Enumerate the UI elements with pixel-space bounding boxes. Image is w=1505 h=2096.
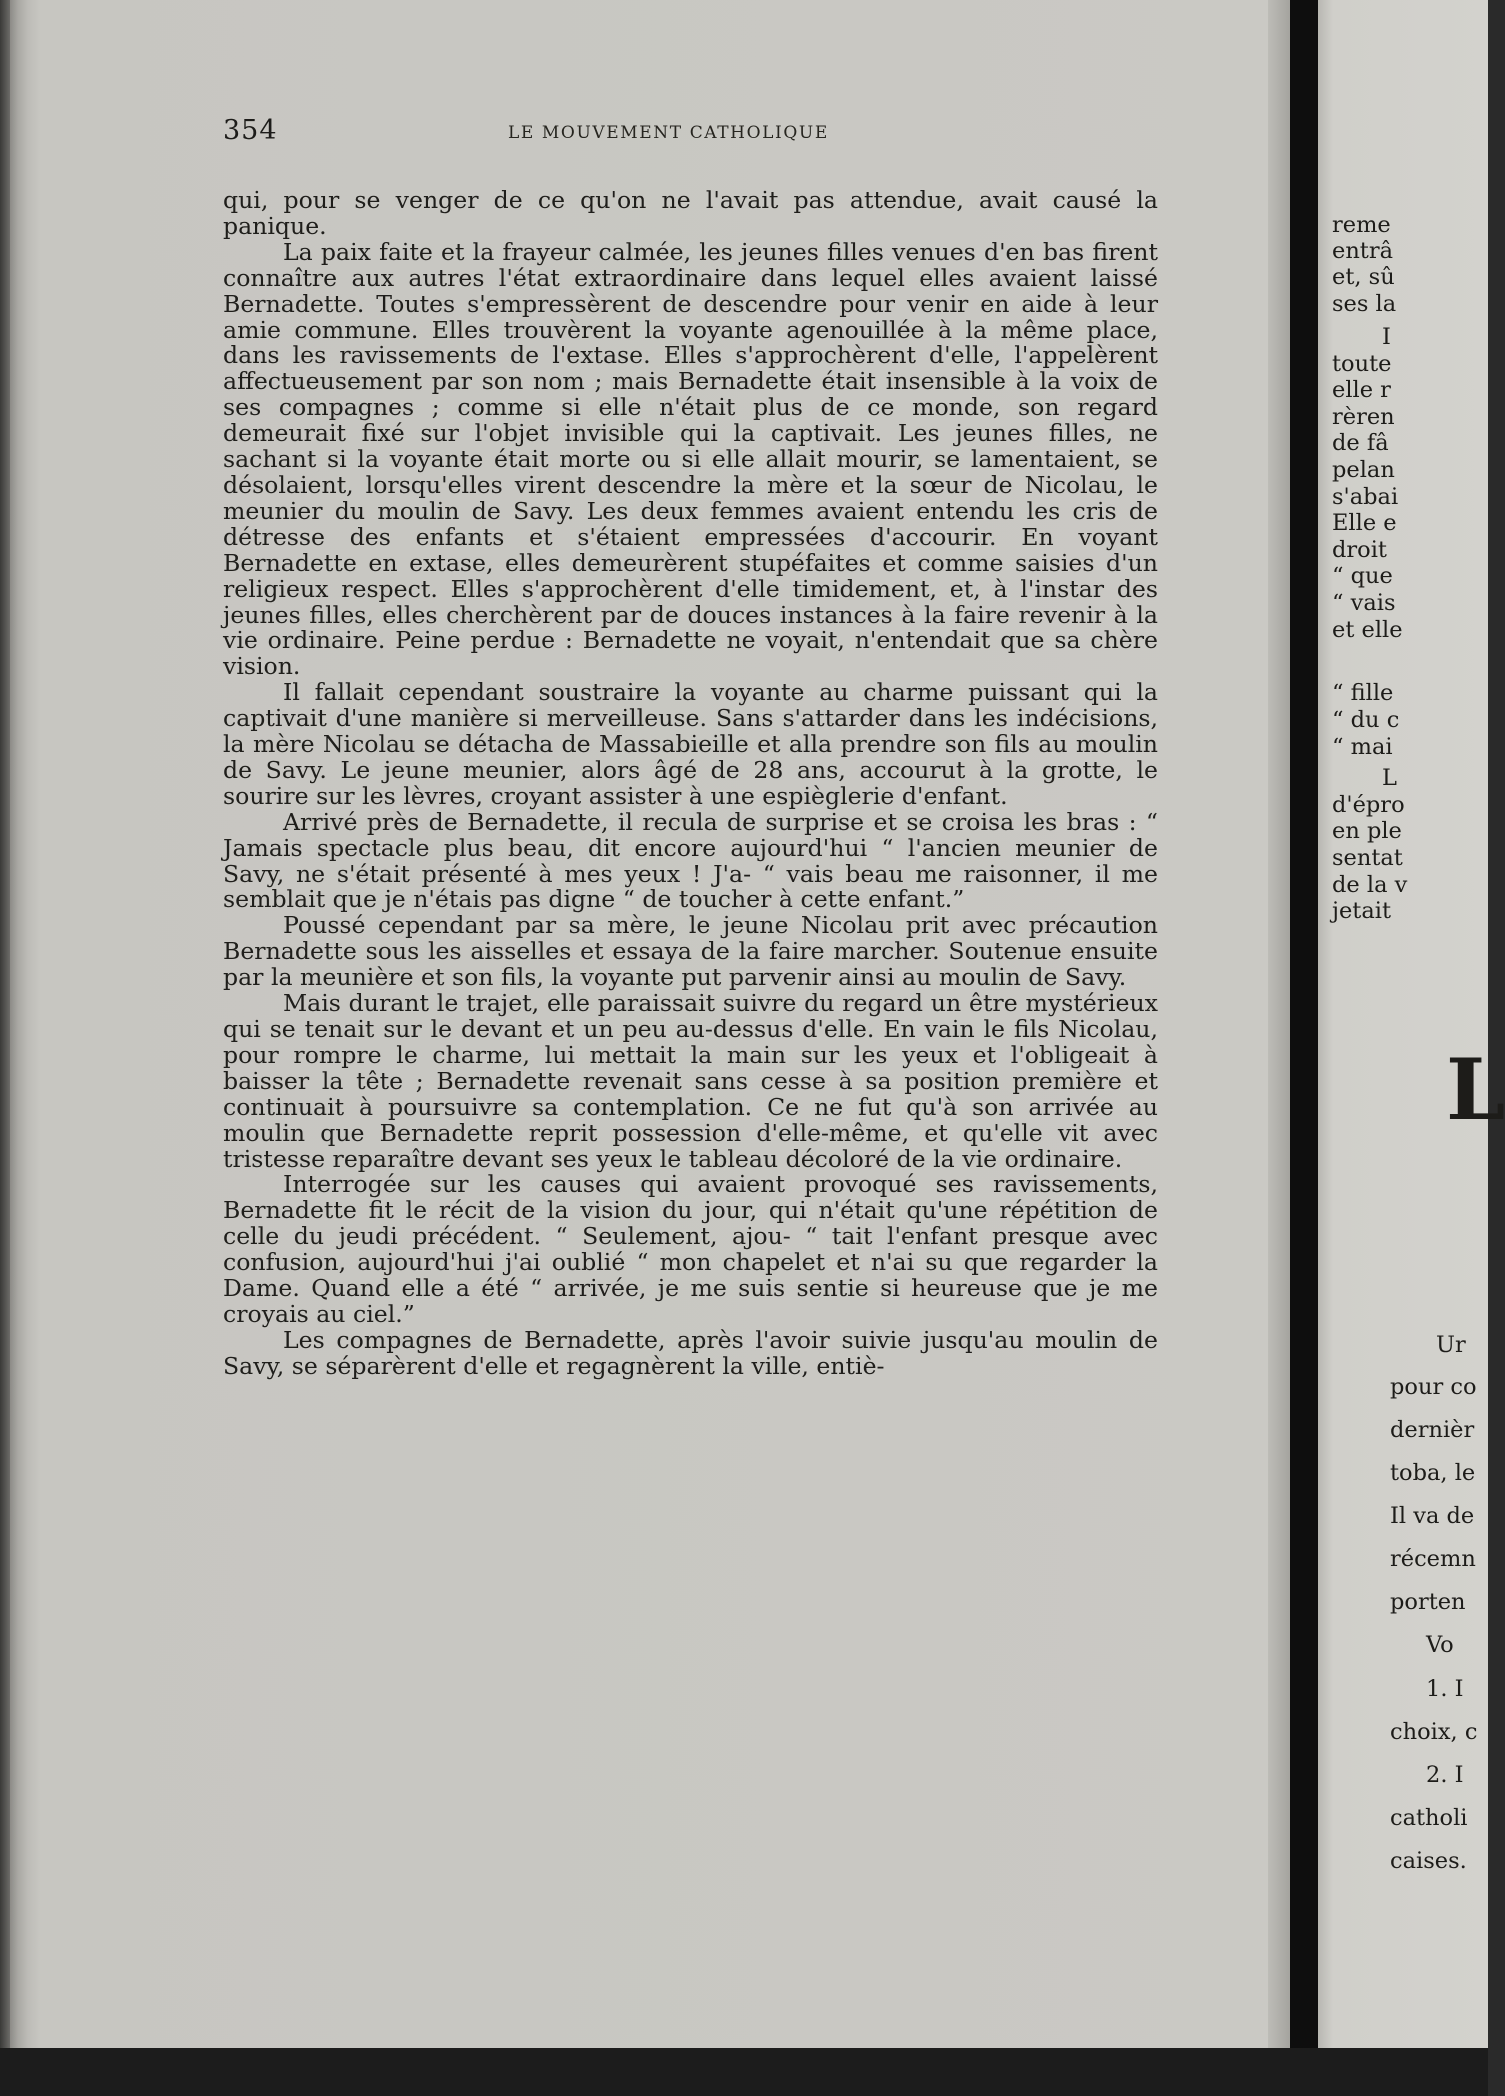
right-page-line: pour co [1390,1374,1477,1400]
paragraph: qui, pour se venger de ce qu'on ne l'avait pas attendue, avait causé la panique. [223,186,1158,240]
right-page-line: pelan [1332,457,1395,483]
right-page-line: Ur [1436,1332,1466,1358]
right-page-line: jetait [1332,898,1391,924]
right-page-line: 2. I [1426,1762,1464,1788]
right-page-line: toba, le [1390,1460,1476,1486]
right-page-line: de la v [1332,872,1408,898]
paragraph: Interrogée sur les causes qui avaient provoqué ses ravissements, Bernadette fit le récit de la vision du jour, qui n'était qu'une répétition de celle du jeudi précédent. “ Seulement, ajou- “ tait l'enfant presque avec confusion, aujourd'hui j'ai oublié “ mon chapelet et n'ai su que regarder la Dame. Quand elle a été “ arrivée, je me suis sentie si heureuse que je me croyais au ciel.” [223,1170,1158,1328]
right-page-line: choix, c [1390,1719,1478,1745]
right-page-line: Il va de [1390,1503,1475,1529]
left-page [18,0,1293,2048]
right-page-line: “ mai [1332,734,1393,760]
book-spine [1290,0,1320,2048]
right-page-line: reme [1332,212,1391,238]
right-page-line: et, sû [1332,264,1395,290]
paragraph: Il fallait cependant soustraire la voyante au charme puissant qui la captivait d'une manière si merveilleuse. Sans s'attarder dans les indécisions, la mère Nicolau se détacha de Massabieille et alla prendre son fils au moulin de Savy. Le jeune meunier, alors âgé de 28 ans, accourut à la grotte, le sourire sur les lèvres, croyant assister à une espièglerie d'enfant. [223,678,1158,810]
paragraph: Les compagnes de Bernadette, après l'avoir suivie jusqu'au moulin de Savy, se séparèrent d'elle et regagnèrent la ville, entiè- [223,1325,1158,1380]
right-page-line: L [1382,765,1397,791]
paragraph: Poussé cependant par sa mère, le jeune Nicolau prit avec précaution Bernadette sous les aisselles et essaya de la faire marcher. Soutenue ensuite par la meunière et son fils, la voyante put parvenir ainsi au moulin de Savy. [223,911,1158,992]
right-page-line: catholi [1390,1805,1468,1831]
right-page-line: droit [1332,537,1387,563]
right-page-line: Vo [1426,1632,1454,1658]
right-page-line: caises. [1390,1848,1467,1874]
right-page-line: Elle e [1332,510,1397,536]
right-page-line: “ du c [1332,707,1400,733]
running-head [18,115,1293,155]
right-page-line: et elle [1332,617,1403,643]
right-page-line: porten [1390,1589,1466,1615]
right-page-line: entrâ [1332,238,1394,264]
right-page-line: récemn [1390,1546,1476,1572]
right-page-line: d'épro [1332,792,1405,818]
right-page-line: ses la [1332,291,1397,317]
page-number: 354 [223,115,278,146]
right-page-line: sentat [1332,845,1403,871]
paragraph: Mais durant le trajet, elle paraissait suivre du regard un être mystérieux qui se tenait sur le devant et un peu au-dessus d'elle. En vain le fils Nicolau, pour rompre le charme, lui mettait la main sur les yeux et l'obligeait à baisser la tête ; Bernadette revenait sans cesse à sa position première et continuait à poursuivre sa contemplation. Ce ne fut qu'à son arrivée au moulin que Bernadette reprit possession d'elle-même, et qu'elle vit avec tristesse reparaître devant ses yeux le tableau décoloré de la vie ordinaire. [223,989,1158,1173]
right-page-line: rèren [1332,404,1395,430]
scan-bottom-edge [0,2048,1488,2096]
right-page-line: elle r [1332,377,1391,403]
right-page-line: de fâ [1332,430,1389,456]
running-head-title: LE MOUVEMENT CATHOLIQUE [508,123,829,143]
right-page-line: “ fille [1332,680,1394,706]
right-page-line: I [1382,324,1391,350]
right-page-line: 1. I [1426,1676,1464,1702]
right-page-line: dernièr [1390,1417,1475,1443]
right-page-line: toute [1332,351,1392,377]
paragraph: Arrivé près de Bernadette, il recula de surprise et se croisa les bras : “ Jamais spectacle plus beau, dit encore aujourd'hui “ l'ancien meunier de Savy, ne s'était présenté à mes yeux ! J'a- “ vais beau me raisonner, il me semblait que je n'étais pas digne “ de toucher à cette enfant.” [223,807,1158,914]
right-page-line: “ vais [1332,590,1396,616]
right-page-cropped [1318,0,1505,2048]
right-page-line: en ple [1332,818,1402,844]
right-page-line: “ que [1332,563,1393,589]
paragraph: La paix faite et la frayeur calmée, les jeunes filles venues d'en bas firent connaître aux autres l'état extraordinaire dans lequel elles avaient laissé Bernadette. Toutes s'empressèrent de descendre pour venir en aide à leur amie commune. Elles trouvèrent la voyante agenouillée à la même place, dans les ravissements de l'extase. Elles s'approchèrent d'elle, l'appelèrent affectueusement par son nom ; mais Bernadette était insensible à la voix de ses compagnes ; comme si elle n'était plus de ce monde, son regard demeurait fixé sur l'objet invisible qui la captivait. Les jeunes filles, ne sachant si la voyante était morte ou si elle allait mourir, se lamentaient, se désolaient, lorsqu'elles virent descendre la mère et la sœur de Nicolau, le meunier du moulin de Savy. Les deux femmes avaient entendu les cris de détresse des enfants et s'étaient empressées d'accourir. En voyant Bernadette en extase, elles demeurèrent stupéfaites et comme saisies d'un religieux respect. Elles s'approchèrent d'elle timidement, et, à l'instar des jeunes filles, elles cherchèrent par de douces instances à la faire revenir à la vie ordinaire. Peine perdue : Bernadette ne voyait, n'entendait que sa chère vision. [223,237,1158,681]
page-edge-shadow [0,0,10,2048]
right-page-line: s'abai [1332,484,1399,510]
right-page-section-initial: L [1446,1040,1505,1139]
body-text [223,188,1158,1380]
